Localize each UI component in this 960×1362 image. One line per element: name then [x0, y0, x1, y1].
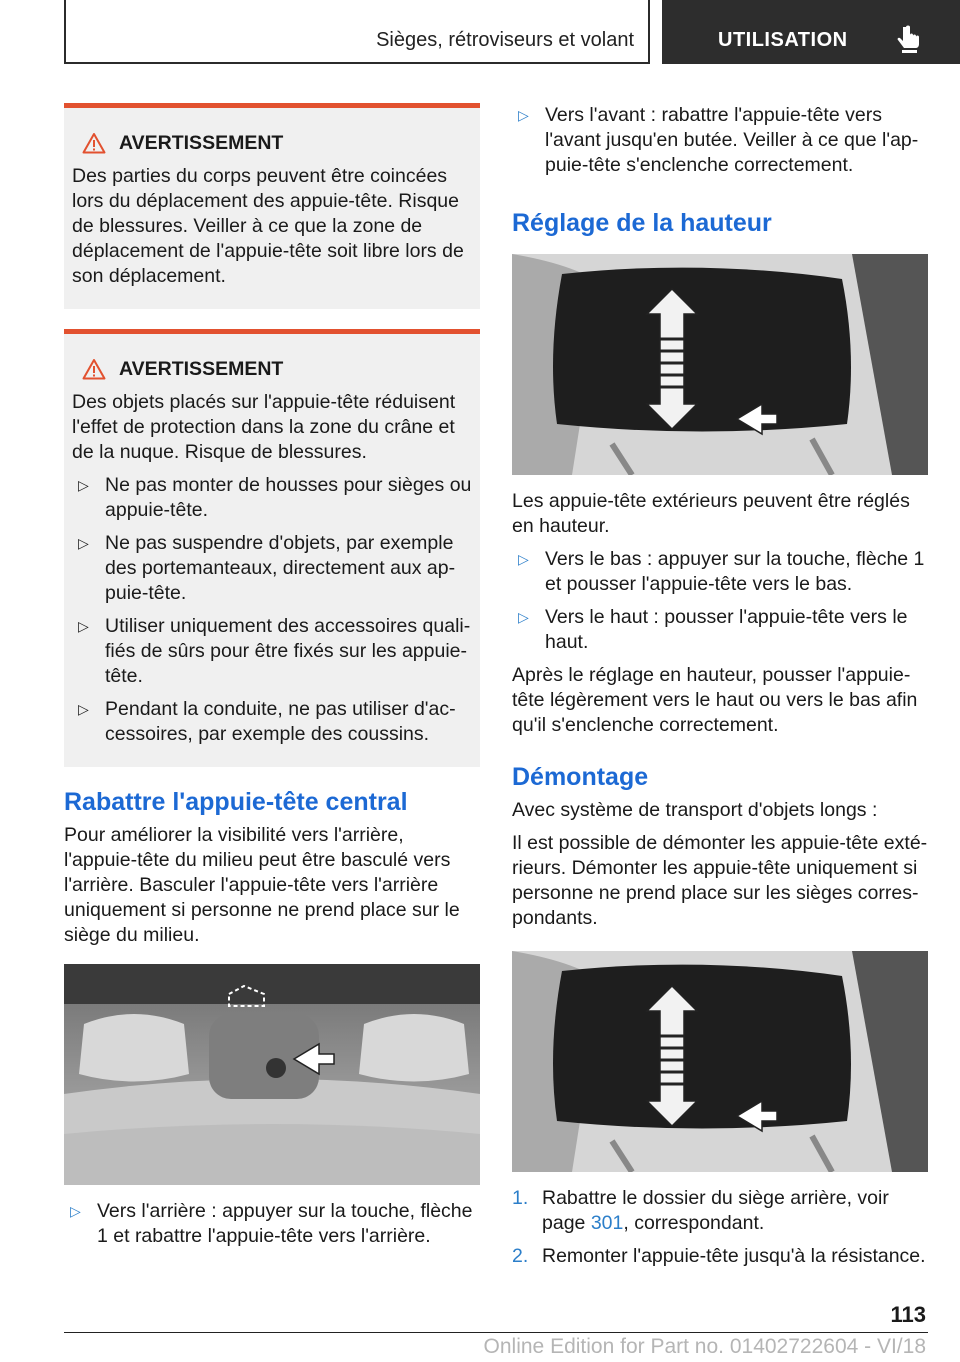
headrest-removal-illustration — [512, 951, 928, 1172]
page-number: 113 — [890, 1302, 926, 1327]
warning-title-1 — [82, 130, 472, 156]
list-item: ▷ Vers l'arrière : appuyer sur la touche, flèche 1 et rabattre l'appuie-tête vers l'arrière. — [64, 1199, 480, 1249]
section-text-fold-center: Pour améliorer la visibilité vers l'arrière, l'appuie-tête du milieu peut être basculé vers l'arrière. Basculer l'appuie-tête vers l'arrière uniquement si personne ne prend place sur le siège du milieu. — [64, 824, 460, 946]
section-heading-height: Réglage de la hauteur — [512, 209, 772, 237]
warning-box-2 — [64, 329, 480, 767]
figure-rear-headrests — [64, 964, 480, 1185]
header-chapter-box — [662, 0, 960, 64]
height-list — [512, 547, 928, 655]
footer-edition: Online Edition for Part no. 01402722604 - VI/18 — [483, 1335, 926, 1358]
step-number: 1. — [512, 1187, 529, 1209]
footer-rule — [64, 1332, 928, 1333]
step-item — [512, 1244, 928, 1269]
step-text-pre: Remonter l'appuie-tête jusqu'à la résistance. — [542, 1245, 926, 1267]
fold-forward-list — [512, 103, 928, 178]
warning-title-1-text: AVERTISSEMENT — [119, 131, 284, 154]
header-chapter-title: UTILISATION — [718, 29, 848, 51]
right-column — [512, 103, 928, 1277]
figure-removal — [512, 951, 928, 1172]
header-section-title: Sièges, rétroviseurs et volant — [376, 29, 634, 51]
list-item: ▷ Ne pas suspendre d'objets, par exemple des portemanteaux, directement aux appuie-tête. — [72, 531, 472, 606]
warning-triangle-icon — [82, 358, 106, 380]
list-item: ▷ Vers le haut : pousser l'appuie-tête vers le haut. — [512, 605, 928, 655]
hand-pointer-icon — [894, 24, 924, 54]
list-item: ▷ Vers l'avant : rabattre l'appuie-tête vers l'avant jusqu'en butée. Veiller à ce que l'appuie-tête s'enclenche correctement. — [512, 103, 928, 178]
left-column — [64, 103, 480, 1249]
warning-text-1: Des parties du corps peuvent être coincées lors du déplacement des appuie-tête. Risque de blessures. Veiller à ce que la zone de déplacement de l'appuie-tête soit libre lors de son déplacement. — [72, 165, 464, 287]
figure-height-adjust — [512, 254, 928, 475]
section-heading-removal: Démontage — [512, 763, 649, 791]
warning-text-2: Des objets placés sur l'appuie-tête réduisent l'effet de protection dans la zone du crâne et de la nuque. Risque de blessures. — [72, 391, 456, 463]
removal-text: Il est possible de démonter les appuie-tête extérieurs. Démonter les appuie-tête uniquement si personne ne prend place sur les sièges correspondants. — [512, 832, 928, 929]
step-item — [512, 1186, 928, 1236]
warning-title-2-text: AVERTISSEMENT — [119, 357, 284, 380]
height-text: Les appuie-tête extérieurs peuvent être réglés en hauteur. — [512, 490, 910, 537]
header-section-box — [64, 0, 650, 64]
rear-seats-illustration — [64, 964, 480, 1185]
removal-intro: Avec système de transport d'objets longs : — [512, 799, 878, 821]
warning-box-1 — [64, 103, 480, 309]
warning-list-2 — [72, 473, 472, 747]
step-text-pre: Rabattre le dossier du siège arrière, voir page — [542, 1187, 889, 1234]
height-after-text: Après le réglage en hauteur, pousser l'appuie-tête légèrement vers le haut ou vers le bas afin qu'il s'enclenche correctement. — [512, 664, 918, 736]
step-number: 2. — [512, 1245, 529, 1267]
warning-triangle-icon — [82, 132, 106, 154]
list-item: ▷ Vers le bas : appuyer sur la touche, flèche 1 et pousser l'appuie-tête vers le bas. — [512, 547, 928, 597]
section-heading-fold-center: Rabattre l'appuie-tête central — [64, 788, 408, 816]
headrest-height-illustration — [512, 254, 928, 475]
step-text-post: , correspondant. — [623, 1212, 765, 1234]
list-item: ▷ Pendant la conduite, ne pas utiliser d'accessoires, par exemple des coussins. — [72, 697, 472, 747]
list-item: ▷ Ne pas monter de housses pour sièges ou appuie-tête. — [72, 473, 472, 523]
fold-back-list — [64, 1199, 480, 1249]
warning-title-2 — [82, 356, 472, 382]
list-item: ▷ Utiliser uniquement des accessoires qualifiés de sûrs pour être fixés sur les appuie-tête. — [72, 614, 472, 689]
page-link[interactable]: 301 — [590, 1212, 624, 1234]
removal-steps — [512, 1186, 928, 1269]
